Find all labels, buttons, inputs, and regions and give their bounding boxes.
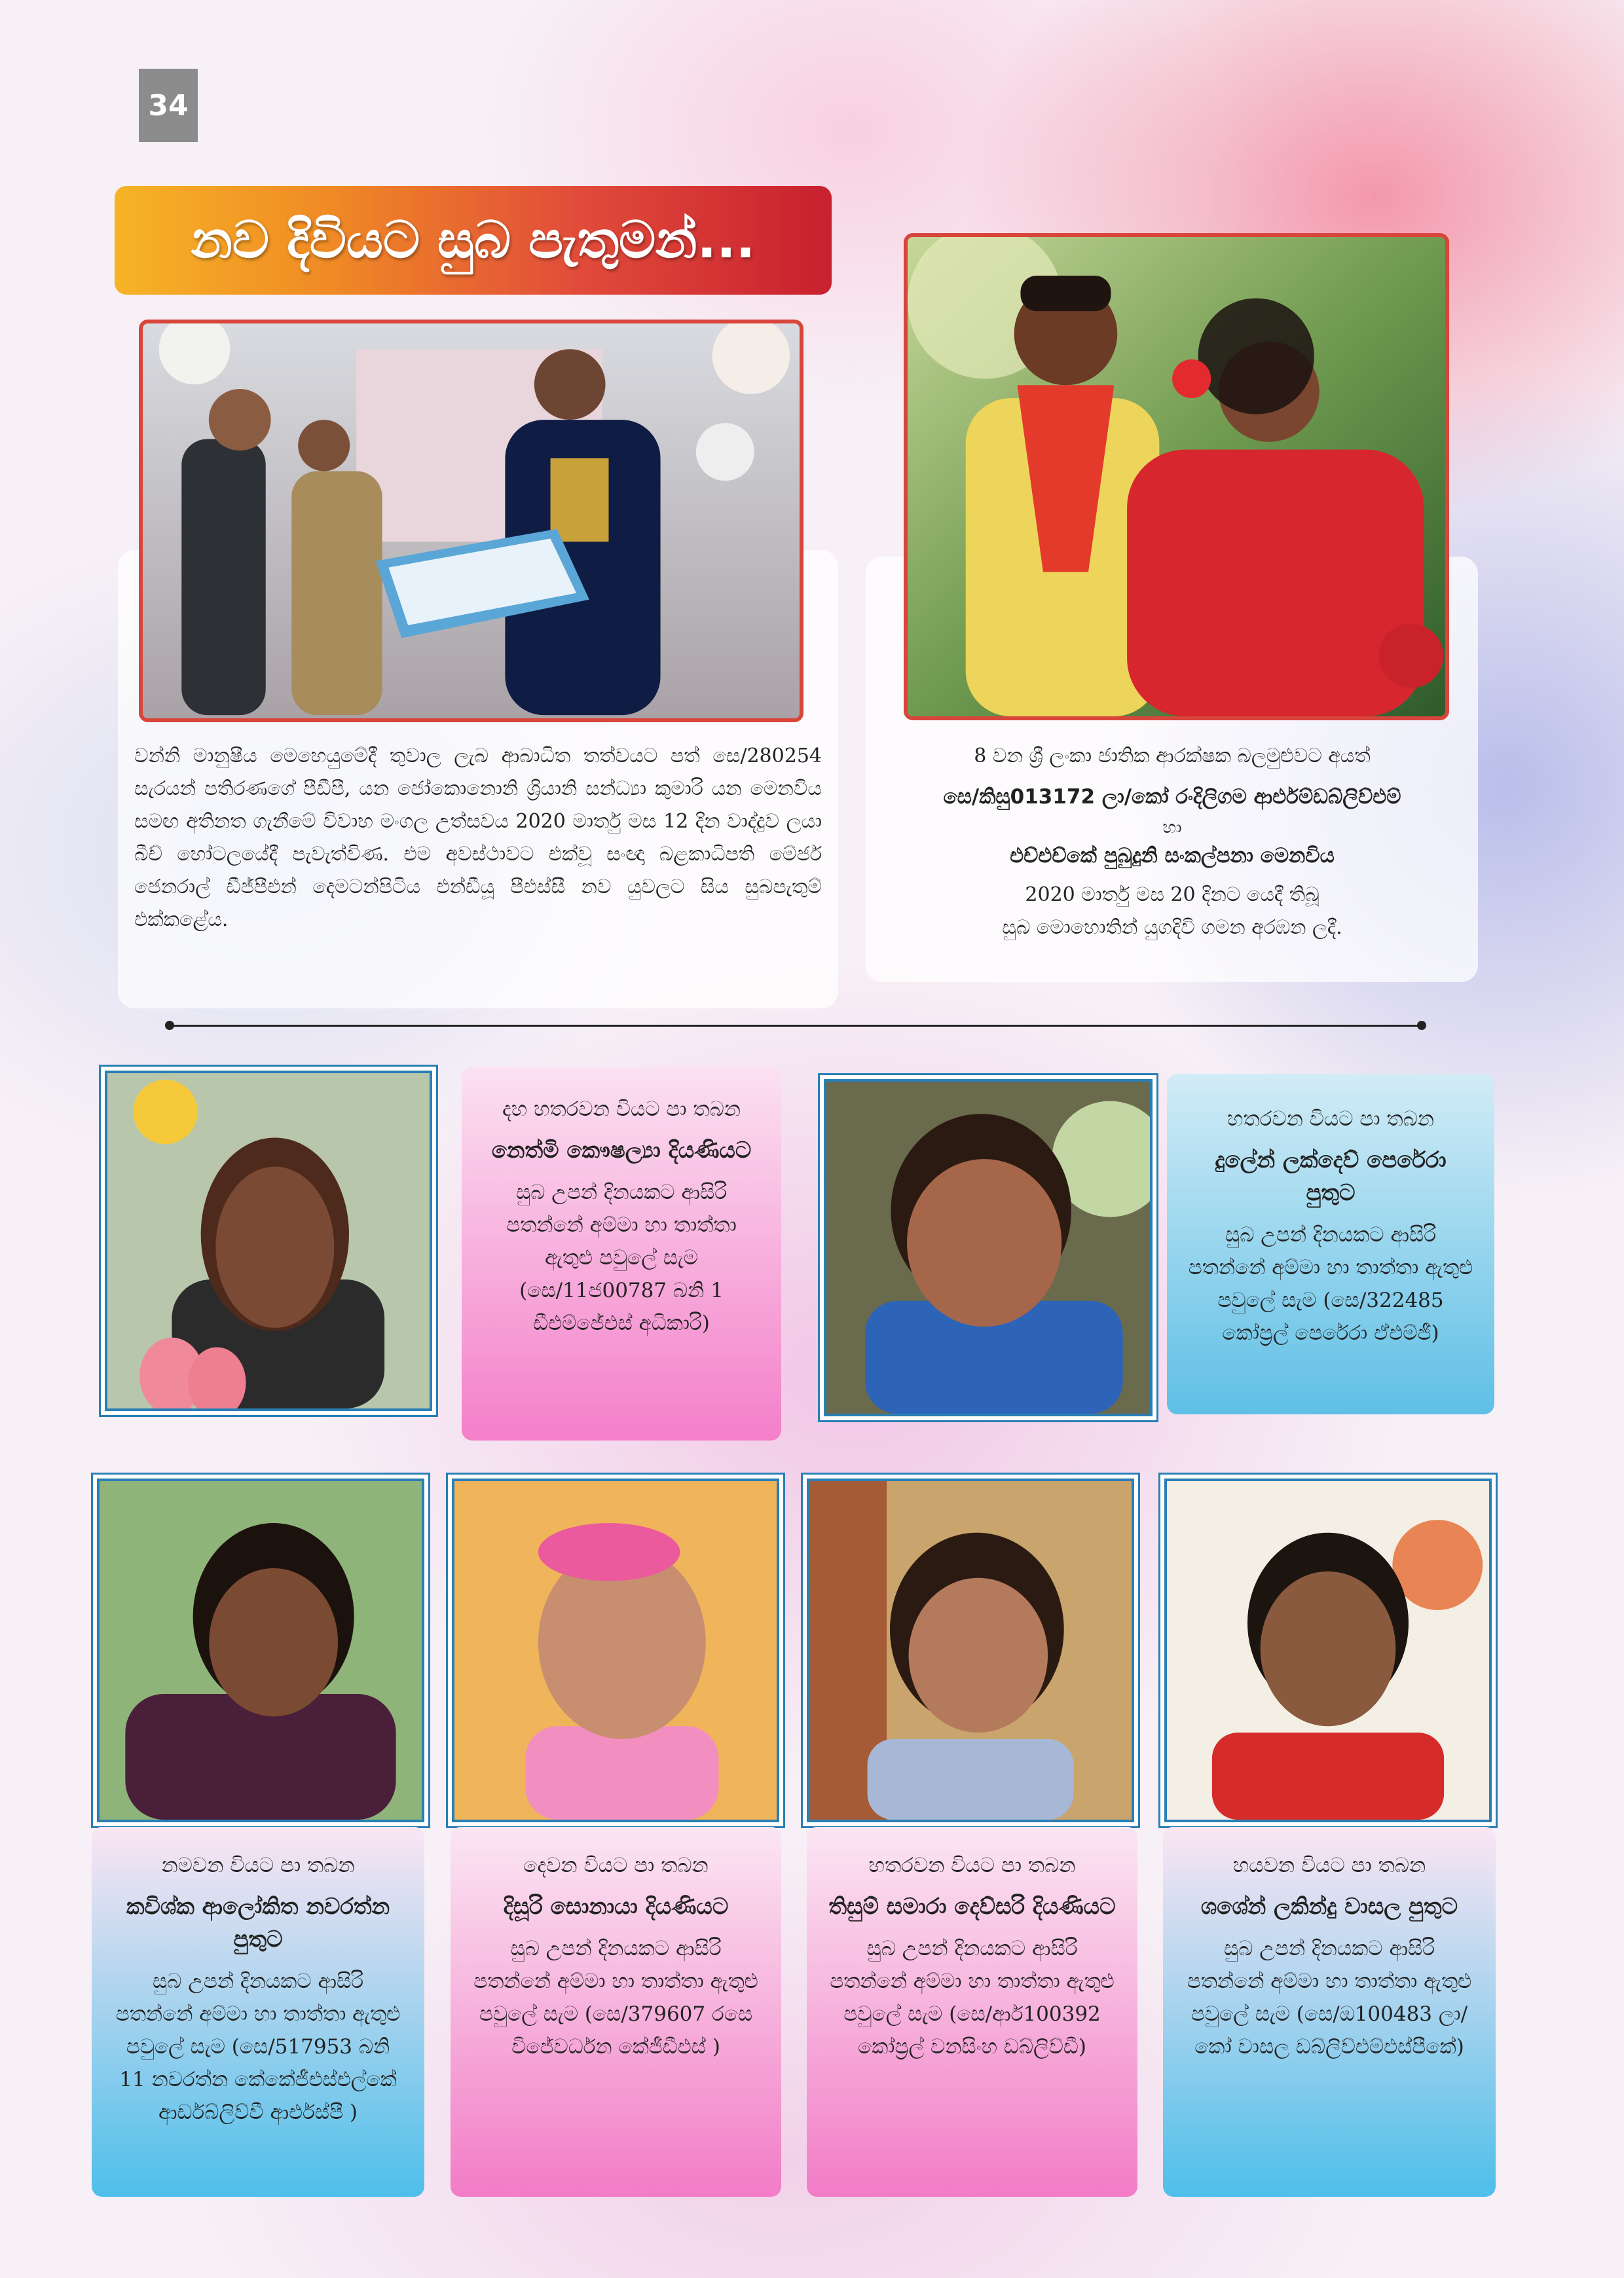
birthday-wish: සුබ උපන් දිනයකට ආසිරි පතන්නේ අම්මා හා තාත්තා ඇතුළු පවුලේ සැම (සෙ/322485 කෝප්‍රල් පෙරේරා ඒඑම්ජී) bbox=[1188, 1223, 1473, 1345]
birthday-name: නෙත්මි කෞෂල්‍යා දියණියට bbox=[491, 1137, 752, 1164]
wedding-ceremony-photo bbox=[139, 320, 803, 722]
birthday-intro: නමවන වියට පා තබන bbox=[161, 1854, 355, 1877]
birthday-name: දිසූරි සොනායා දියණියට bbox=[503, 1894, 729, 1920]
birthday-wish: සුබ උපන් දිනයකට ආසිරි පතන්නේ අම්මා හා තාත්තා ඇතුළු පවුලේ සැම (සෙ/ආර්100392 කෝප්‍රල් වනසිංහ ඩබ්ලිව්ඩී) bbox=[830, 1937, 1115, 2059]
wedding2-and: හා bbox=[1162, 818, 1182, 837]
birthday-photo-1 bbox=[105, 1071, 432, 1411]
birthday-wish: සුබ උපන් දිනයකට ආසිරි පතන්නේ අම්මා හා තාත්තා ඇතුළු පවුලේ සැම (සෙ/379607 රසෙ විජේවර්ධන කේජීඩීඑස් ) bbox=[473, 1937, 758, 2059]
wedding2-text bbox=[884, 740, 1460, 944]
birthday-card-6 bbox=[1163, 1827, 1496, 2197]
wedding2-closing-line: සුබ මොහොතින් යුගදිවි ගමන අරඹන ලදී. bbox=[1002, 916, 1342, 939]
birthday-card-2 bbox=[1167, 1074, 1494, 1414]
birthday-wish: සුබ උපන් දිනයකට ආසිරි පතන්නේ අම්මා හා තාත්තා ඇතුළු පවුලේ සැම (සෙ/ඔ100483 ලා/කෝ වාසල ඩබ්ලිව්එම්එස්පීකේ) bbox=[1187, 1937, 1472, 2059]
birthday-name: ශශේන් ලකින්දු වාසල පුතුට bbox=[1200, 1894, 1458, 1920]
birthday-name: කවිශ්ක ආලෝකිත නවරත්න පුතුට bbox=[126, 1894, 390, 1953]
birthday-wish: සුබ උපන් දිනයකට ආසිරි පතන්නේ අම්මා හා තාත්තා ඇතුළු පවුලේ සැම (සෙ/517953 බනි 11 නවරත්න කේකේජීඑස්එල්කේ ආර්ඩබ්ලිව්වී ආර්එස්පී ) bbox=[115, 1970, 401, 2124]
birthday-intro: හතරවන වියට පා තබන bbox=[868, 1854, 1076, 1877]
birthday-card-4 bbox=[451, 1827, 781, 2197]
birthday-photo-2 bbox=[824, 1079, 1153, 1416]
birthday-photo-6 bbox=[1164, 1479, 1492, 1822]
birthday-intro: හයවන වියට පා තබන bbox=[1232, 1854, 1426, 1877]
wedding-couple-photo bbox=[904, 233, 1449, 720]
birthday-card-5 bbox=[807, 1827, 1137, 2197]
birthday-card-1 bbox=[462, 1067, 781, 1441]
page-title-banner: නව දිවියට සුබ පැතුමන්... bbox=[115, 186, 832, 295]
birthday-intro: දහ හතරවන වියට පා තබන bbox=[502, 1097, 741, 1121]
birthday-name: තිසුම් සමාරා දෙව්සරි දියණියට bbox=[828, 1894, 1116, 1920]
wedding2-bride-name: එච්එච්කේ පුබුදුනි සංකල්පනා මෙනවිය bbox=[1010, 844, 1335, 868]
divider-dot-left bbox=[165, 1021, 174, 1030]
wedding2-unit-line: 8 වන ශ්‍රී ලංකා ජාතික ආරක්ෂක බලමුළුවට අයත් bbox=[974, 744, 1371, 767]
divider-dot-right bbox=[1417, 1021, 1426, 1030]
birthday-photo-5 bbox=[807, 1479, 1134, 1822]
birthday-photo-4 bbox=[452, 1479, 779, 1822]
wedding2-date-line: 2020 මාර්තු මස 20 දිනට යෙදී තිබූ bbox=[1025, 883, 1320, 906]
birthday-name: දුලේන් ලක්දෙව් පෙරේරා පුතුට bbox=[1215, 1147, 1447, 1206]
section-divider bbox=[169, 1025, 1421, 1027]
birthday-intro: හතරවන වියට පා තබන bbox=[1227, 1107, 1434, 1131]
page-number: 34 bbox=[139, 69, 198, 142]
birthday-photo-3 bbox=[97, 1479, 424, 1822]
birthday-wish: සුබ උපන් දිනයකට ආසිරි පතන්නේ අම්මා හා තාත්තා ඇතුළු පවුලේ සැම (සෙ/11ජ00787 බනි 1 ඩීඑම්ජේඑස් අධිකාරි) bbox=[506, 1181, 737, 1335]
birthday-intro: දෙවන වියට පා තබන bbox=[523, 1854, 709, 1877]
birthday-card-3 bbox=[92, 1827, 424, 2197]
wedding1-description: වන්නි මානුෂීය මෙහෙයුමේදී තුවාල ලැබ ආබාධිත තත්වයට පත් සෙ/280254 සැරයන් පතිරණගේ පීඩීපී, යන ජෝකොනොනි ශ්‍රියානි සන්ධ්‍යා කුමාරි යන මෙනවිය සමඟ අතිනත ගැනීමේ විවාහ මංගල උත්සවය 2020 මාර්තු මස 12 දින වාද්දුව ලයා බීච් හෝටලයේදී පැවැත්විණ. එම අවස්ථාවට එක්වූ සංඥා බළකාධිපති මේජර් ජෙනරාල් ඩීජ්පීඑන් දෙමටන්පිටිය එන්ඩීයූ පීඑස්සී නව යුවලට සිය සුබපැතුම් එක්කළේය. bbox=[134, 744, 822, 931]
wedding2-groom-name: සෙ/කිසු013172 ලා/කෝ රංදිලිගම ආර්එම්ඩබ්ලිව්එම් bbox=[943, 785, 1401, 809]
